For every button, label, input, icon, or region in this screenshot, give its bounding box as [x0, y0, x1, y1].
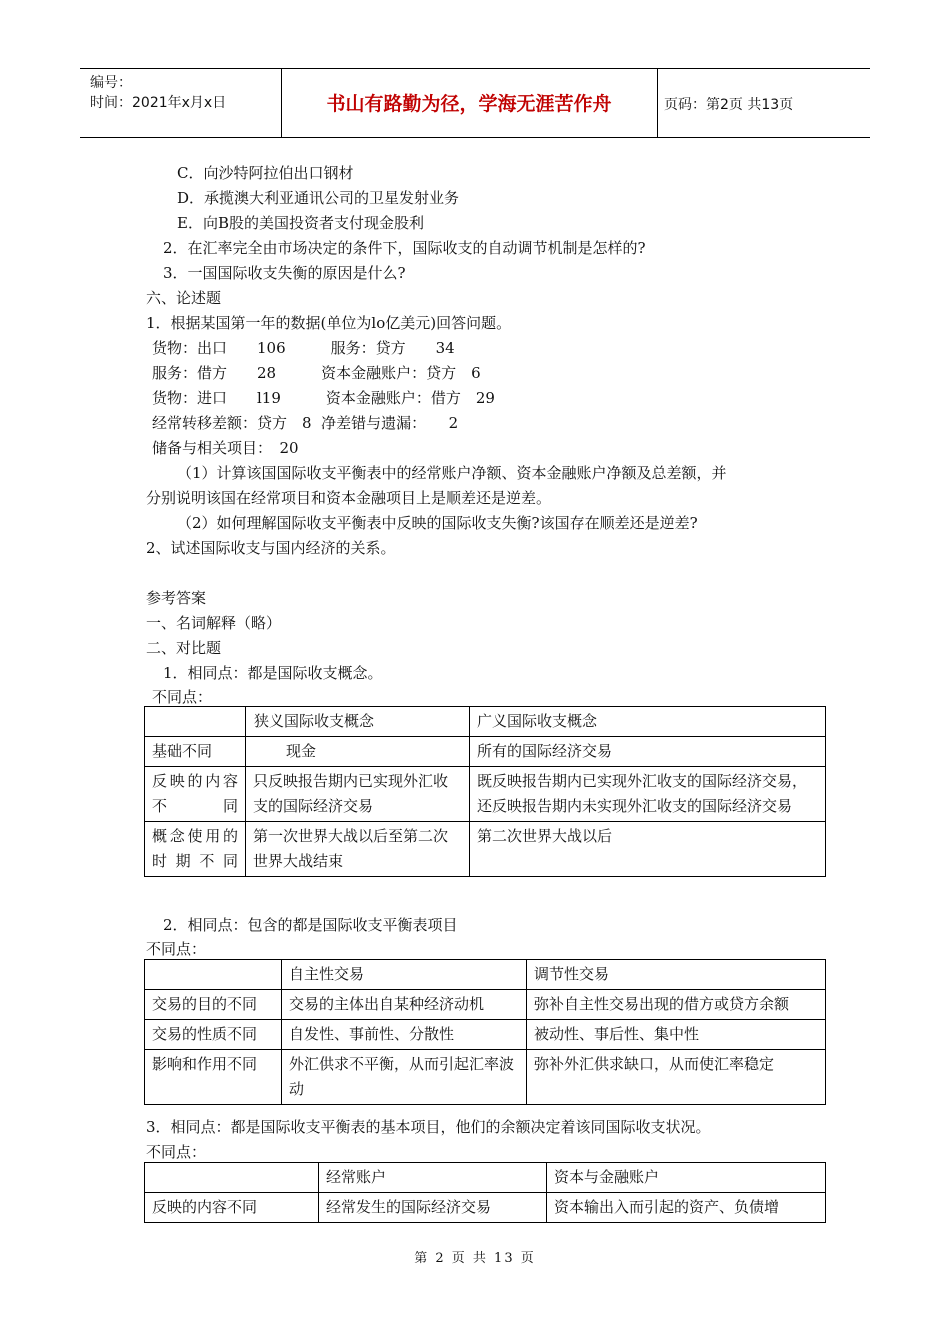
option-e: E．向B股的美国投资者支付现金股利	[177, 214, 424, 232]
table-row	[145, 822, 826, 877]
sub-question-2: （2）如何理解国际收支平衡表中反映的国际收支失衡?该国存在顺差还是逆差?	[177, 514, 698, 532]
question-2: 2．在汇率完全由市场决定的条件下，国际收支的自动调节机制是怎样的?	[163, 239, 646, 257]
page-footer: 第 2 页 共 13 页	[414, 1251, 536, 1266]
table-cell: 交易的主体出自某种经济动机	[282, 990, 527, 1020]
table-cell: 只反映报告期内已实现外汇收支的国际经济交易	[246, 767, 470, 822]
table-header-row	[145, 960, 826, 990]
table-cell: 概念使用的时期不同	[145, 822, 246, 877]
sub-question-1: （1）计算该国国际收支平衡表中的经常账户净额、资本金融账户净额及总差额，并	[177, 464, 727, 482]
table-cell: 现金	[246, 737, 470, 767]
table-cell: 第一次世界大战以后至第二次世界大战结束	[246, 822, 470, 877]
table-row	[145, 737, 826, 767]
table-header-row	[145, 1163, 826, 1193]
table-header-cell: 资本与金融账户	[547, 1163, 826, 1193]
table-cell: 基础不同	[145, 737, 246, 767]
number-label: 编号：	[90, 75, 132, 91]
document-header	[80, 68, 870, 138]
comparison-table-3	[144, 1162, 826, 1223]
header-divider	[657, 69, 658, 137]
table-cell: 反映的内容不同	[145, 1193, 319, 1223]
answer-section-1: 一、名词解释（略）	[146, 614, 282, 632]
table-cell: 弥补自主性交易出现的借方或贷方余额	[527, 990, 826, 1020]
table-row	[145, 1193, 826, 1223]
table-row	[145, 990, 826, 1020]
table-cell: 弥补外汇供求缺口，从而使汇率稳定	[527, 1050, 826, 1105]
essay-question-1: 1．根据某国第一年的数据(单位为lo亿美元)回答问题。	[146, 314, 512, 332]
table-header-cell: 广义国际收支概念	[470, 707, 826, 737]
answer-heading: 参考答案	[146, 589, 207, 607]
table-header-cell: 自主性交易	[282, 960, 527, 990]
table-cell: 经常发生的国际经济交易	[319, 1193, 547, 1223]
table-cell: 第二次世界大战以后	[470, 822, 826, 877]
answer-item-2: 2．相同点：包含的都是国际收支平衡表项目	[163, 916, 458, 934]
answer-item-1: 1．相同点：都是国际收支概念。	[163, 664, 383, 682]
table-cell: 影响和作用不同	[145, 1050, 282, 1105]
answer-item-3: 3．相同点：都是国际收支平衡表的基本项目，他们的余额决定着该同国际收支状况。	[146, 1118, 711, 1136]
option-d: D．承揽澳大利亚通讯公司的卫星发射业务	[177, 189, 460, 207]
time-label: 时间：2021年x月x日	[90, 95, 227, 111]
header-meta	[90, 73, 226, 113]
data-line: 货物：出口 106 服务：贷方 34	[152, 339, 455, 357]
data-line: 货物：进口 l19 资本金融账户：借方 29	[152, 389, 495, 407]
table-cell: 资本输出入而引起的资产、负债增	[547, 1193, 826, 1223]
table-cell: 外汇供求不平衡，从而引起汇率波动	[282, 1050, 527, 1105]
table-cell: 交易的性质不同	[145, 1020, 282, 1050]
sub-question-1-cont: 分别说明该国在经常项目和资本金融项目上是顺差还是逆差。	[146, 489, 552, 507]
comparison-table-2	[144, 959, 826, 1105]
header-motto: 书山有路勤为径，学海无涯苦作舟	[326, 93, 612, 115]
essay-question-2: 2、试述国际收支与国内经济的关系。	[146, 539, 396, 557]
table-header-row	[145, 707, 826, 737]
option-c: C．向沙特阿拉伯出口钢材	[177, 164, 354, 182]
table-cell	[145, 707, 246, 737]
header-page-info: 页码：第2页 共13页	[664, 97, 794, 113]
section-heading: 六、论述题	[146, 289, 222, 307]
table-cell: 自发性、事前性、分散性	[282, 1020, 527, 1050]
difference-label: 不同点：	[152, 688, 213, 706]
table-row	[145, 767, 826, 822]
table-cell	[145, 960, 282, 990]
table-row	[145, 1050, 826, 1105]
table-cell: 既反映报告期内已实现外汇收支的国际经济交易，还反映报告期内未实现外汇收支的国际经济交易	[470, 767, 826, 822]
comparison-table-1	[144, 706, 826, 877]
data-line: 服务：借方 28 资本金融账户：贷方 6	[152, 364, 481, 382]
difference-label: 不同点：	[146, 1143, 207, 1161]
table-cell: 所有的国际经济交易	[470, 737, 826, 767]
data-line: 储备与相关项目： 20	[152, 439, 299, 457]
table-row	[145, 1020, 826, 1050]
table-header-cell: 狭义国际收支概念	[246, 707, 470, 737]
table-cell	[145, 1163, 319, 1193]
difference-label: 不同点：	[146, 940, 207, 958]
answer-section-2: 二、对比题	[146, 639, 222, 657]
question-3: 3．一国国际收支失衡的原因是什么?	[163, 264, 406, 282]
table-header-cell: 经常账户	[319, 1163, 547, 1193]
table-cell: 被动性、事后性、集中性	[527, 1020, 826, 1050]
table-cell: 反映的内容不同	[145, 767, 246, 822]
table-cell: 交易的目的不同	[145, 990, 282, 1020]
table-header-cell: 调节性交易	[527, 960, 826, 990]
data-line: 经常转移差额：贷方 8 净差错与遗漏： 2	[152, 414, 459, 432]
